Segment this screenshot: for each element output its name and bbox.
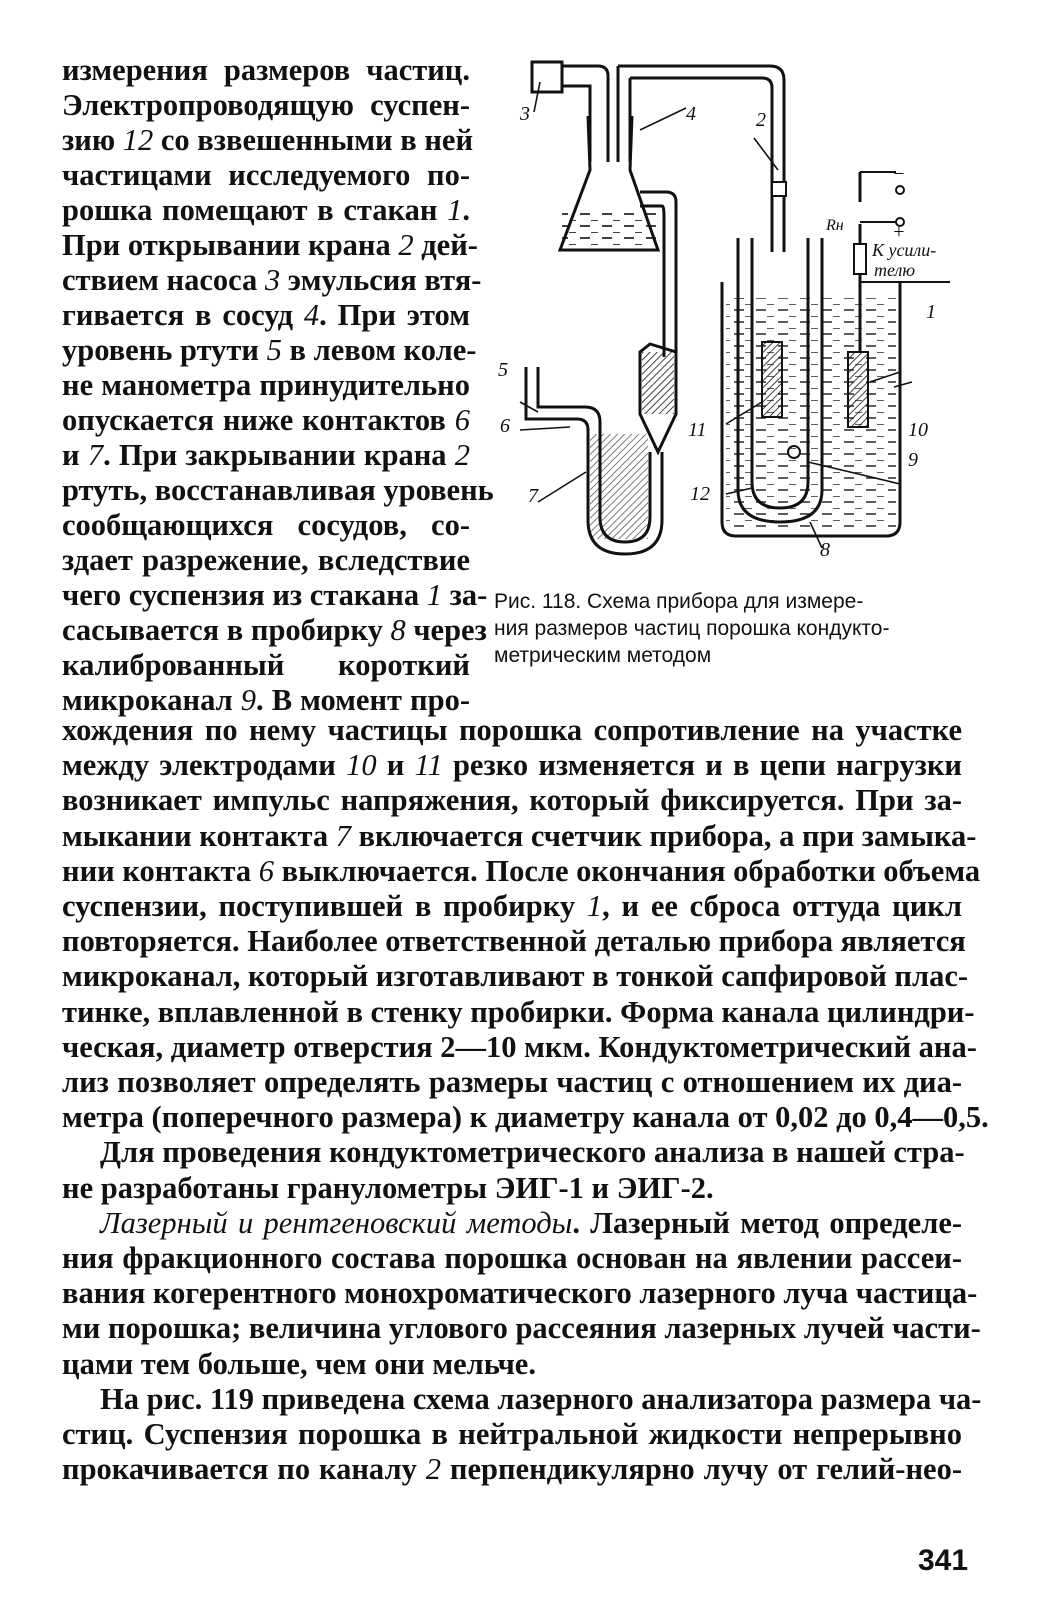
text-span: здает разрежение, вследствие xyxy=(62,543,470,577)
text-span: тинке, вплавленной в стенку пробирки. Форма канала цилиндри- xyxy=(62,994,975,1029)
label-11: 11 xyxy=(688,419,707,441)
italic-span: 8 xyxy=(390,613,406,647)
text-line xyxy=(62,923,966,959)
electrode-11 xyxy=(762,342,782,417)
italic-span: 4 xyxy=(303,298,320,332)
text-span: эмульсия втя- xyxy=(280,263,482,297)
text-line xyxy=(100,1381,982,1417)
italic-span: 1 xyxy=(447,193,463,227)
italic-span: 5 xyxy=(266,333,282,367)
text-span: метра (поперечного размера) к диаметру канала от 0,02 до 0,4—0,5. xyxy=(62,1100,989,1135)
text-line xyxy=(62,994,975,1030)
text-span: . В момент про- xyxy=(256,683,471,717)
text-span: зию xyxy=(62,123,123,157)
text-span: чего суспензия из стакана xyxy=(62,578,427,612)
figure-caption xyxy=(494,588,964,669)
italic-span: 1 xyxy=(426,578,442,612)
text-span: ми порошка; величина углового рассеяния лазерных лучей части- xyxy=(62,1311,981,1346)
text-line xyxy=(62,1275,978,1311)
text-span: опускается ниже контактов xyxy=(62,403,455,437)
text-line xyxy=(62,647,470,683)
text-line xyxy=(62,712,962,748)
text-line xyxy=(62,87,470,123)
text-span: . xyxy=(462,193,470,227)
text-span: через xyxy=(405,613,487,647)
text-span: ния фракционного состава порошка основан на явлении рассеи- xyxy=(62,1241,962,1275)
text-span: сообщающихся сосудов, со- xyxy=(62,508,470,542)
label-amp-1: К усили- xyxy=(872,240,937,260)
text-span: Для проведения кондуктометрического анализа в нашей стра- xyxy=(100,1135,965,1170)
caption-line: ния размеров частиц порошка кондукто- xyxy=(494,617,890,640)
text-line xyxy=(62,297,470,333)
text-line xyxy=(62,782,962,818)
text-span: выключается. После окончания обработки объема xyxy=(274,853,981,888)
text-line xyxy=(62,612,487,648)
text-span: На рис. 119 приведена схема лазерного анализатора размера ча- xyxy=(100,1381,982,1416)
text-span: микроканал, который изготавливают в тонкой сапфировой плас- xyxy=(62,959,969,994)
text-span: хождения по нему частицы порошка сопротивление на участке xyxy=(62,713,962,747)
text-line xyxy=(62,227,478,263)
electrode-10 xyxy=(848,352,868,427)
text-line xyxy=(62,1064,962,1100)
text-span: и xyxy=(376,748,415,783)
text-span: измерения размеров частиц. xyxy=(62,53,470,87)
text-span: не манометра принудительно xyxy=(62,368,470,402)
text-line xyxy=(62,1240,962,1276)
text-line xyxy=(62,1416,962,1452)
apparatus-diagram xyxy=(490,52,980,592)
text-span: прокачивается по каналу xyxy=(62,1452,426,1487)
text-line xyxy=(62,1346,962,1382)
text-line xyxy=(62,472,494,508)
text-span: стиц. Суспензия порошка в нейтральной жидкости непрерывно xyxy=(62,1417,962,1451)
text-line xyxy=(62,577,488,613)
text-line xyxy=(100,1205,962,1241)
text-span: резко изменяется и в цепи нагрузки xyxy=(442,748,962,783)
italic-span: 2 xyxy=(454,438,471,472)
italic-span: 12 xyxy=(122,123,154,157)
caption-line: метрическим методом xyxy=(494,644,712,667)
caption-line: Рис. 118. Схема прибора для измере- xyxy=(494,590,864,613)
label-2: 2 xyxy=(756,109,766,131)
text-line xyxy=(62,818,977,854)
text-line xyxy=(62,1170,962,1206)
text-line xyxy=(62,437,470,473)
text-span: между электродами xyxy=(62,748,347,783)
text-span: вания когерентного монохроматического лазерного луча частица- xyxy=(62,1276,978,1311)
text-span: в левом коле- xyxy=(281,333,477,367)
text-span: . При этом xyxy=(319,298,470,332)
label-4: 4 xyxy=(686,103,696,125)
text-line xyxy=(62,1029,977,1065)
italic-span: 7 xyxy=(335,818,351,853)
text-span: сасывается в пробирку xyxy=(62,613,391,647)
text-line xyxy=(100,1134,965,1170)
italic-span: 11 xyxy=(414,748,443,783)
italic-span: 10 xyxy=(346,748,377,783)
italic-span: 6 xyxy=(454,403,470,437)
label-12: 12 xyxy=(690,483,710,505)
text-span: рошка помещают в стакан xyxy=(62,193,448,227)
text-line xyxy=(62,888,962,924)
label-3: 3 xyxy=(520,103,530,125)
text-line xyxy=(62,262,482,298)
text-line xyxy=(62,542,470,578)
text-line xyxy=(62,52,470,88)
italic-span: 3 xyxy=(264,263,281,297)
text-line xyxy=(62,853,981,889)
text-line xyxy=(62,1310,981,1346)
text-span: суспензии, поступившей в пробирку xyxy=(62,889,587,923)
text-span: за- xyxy=(441,578,488,612)
text-span: микроканал xyxy=(62,683,241,717)
label-10: 10 xyxy=(908,419,928,441)
text-span: нии контакта xyxy=(62,853,259,888)
text-line xyxy=(62,958,969,994)
resistor-rn xyxy=(854,244,866,274)
text-line xyxy=(62,507,470,543)
label-6: 6 xyxy=(500,415,510,437)
text-line xyxy=(62,1099,989,1135)
italic-span: Лазерный и рентгеновский методы xyxy=(100,1205,573,1240)
text-span: . При закрывании крана xyxy=(103,438,455,472)
text-span: частицами исследуемого по- xyxy=(62,158,470,192)
label-9: 9 xyxy=(908,449,918,471)
text-span: калиброванный короткий xyxy=(62,648,470,682)
text-span: ртуть, восстанавливая уровень xyxy=(62,473,494,507)
text-span: лиз позволяет определять размеры частиц с отношением их диа- xyxy=(62,1065,962,1099)
pump-3 xyxy=(532,62,562,92)
text-span: . Лазерный метод определе- xyxy=(572,1205,963,1240)
label-minus: − xyxy=(892,163,906,185)
label-plus: + xyxy=(892,221,906,243)
text-line xyxy=(62,122,474,158)
label-1: 1 xyxy=(926,301,936,323)
text-line xyxy=(62,157,470,193)
text-span: гивается в сосуд xyxy=(62,298,304,332)
italic-span: 9 xyxy=(240,683,257,717)
italic-span: 7 xyxy=(87,438,104,472)
text-span: повторяется. Наиболее ответственной деталью прибора является xyxy=(62,924,966,959)
page-number: 341 xyxy=(918,1544,969,1577)
italic-span: 2 xyxy=(425,1452,441,1487)
italic-span: 1 xyxy=(586,889,603,923)
text-span: возникает импульс напряжения, который фиксируется. При за- xyxy=(62,783,962,818)
text-line xyxy=(62,332,477,368)
text-span: Электропроводящую суспен- xyxy=(62,88,470,122)
text-line xyxy=(62,367,470,403)
label-5: 5 xyxy=(498,359,508,381)
text-span: мыкании контакта xyxy=(62,818,336,853)
label-7: 7 xyxy=(528,485,538,507)
italic-span: 6 xyxy=(258,853,274,888)
text-span: уровень ртути xyxy=(62,333,267,367)
text-span: не разработаны гранулометры ЭИГ-1 и ЭИГ-2. xyxy=(62,1170,714,1205)
text-line xyxy=(62,1451,962,1487)
italic-span: 2 xyxy=(398,228,414,262)
text-span: ствием насоса xyxy=(62,263,265,297)
text-span: включается счетчик прибора, а при замыка- xyxy=(350,818,977,853)
label-8: 8 xyxy=(820,539,830,561)
text-span: перпендикулярно лучу от гелий-нео- xyxy=(440,1452,962,1487)
text-span: При открывании крана xyxy=(62,228,399,262)
text-span: дей- xyxy=(413,228,478,262)
text-span: цами тем больше, чем они мельче. xyxy=(62,1346,536,1381)
text-span: , и ее сброса оттуда цикл xyxy=(602,889,962,923)
text-line xyxy=(62,192,470,228)
label-amp-2: телю xyxy=(874,260,916,280)
text-line xyxy=(62,747,962,783)
text-line xyxy=(62,402,470,438)
text-span: ческая, диаметр отверстия 2—10 мкм. Кондуктометрический ана- xyxy=(62,1029,977,1064)
text-span: со взвешенными в ней xyxy=(153,123,474,157)
label-rn: Rн xyxy=(826,217,844,234)
text-span: и xyxy=(62,438,88,472)
